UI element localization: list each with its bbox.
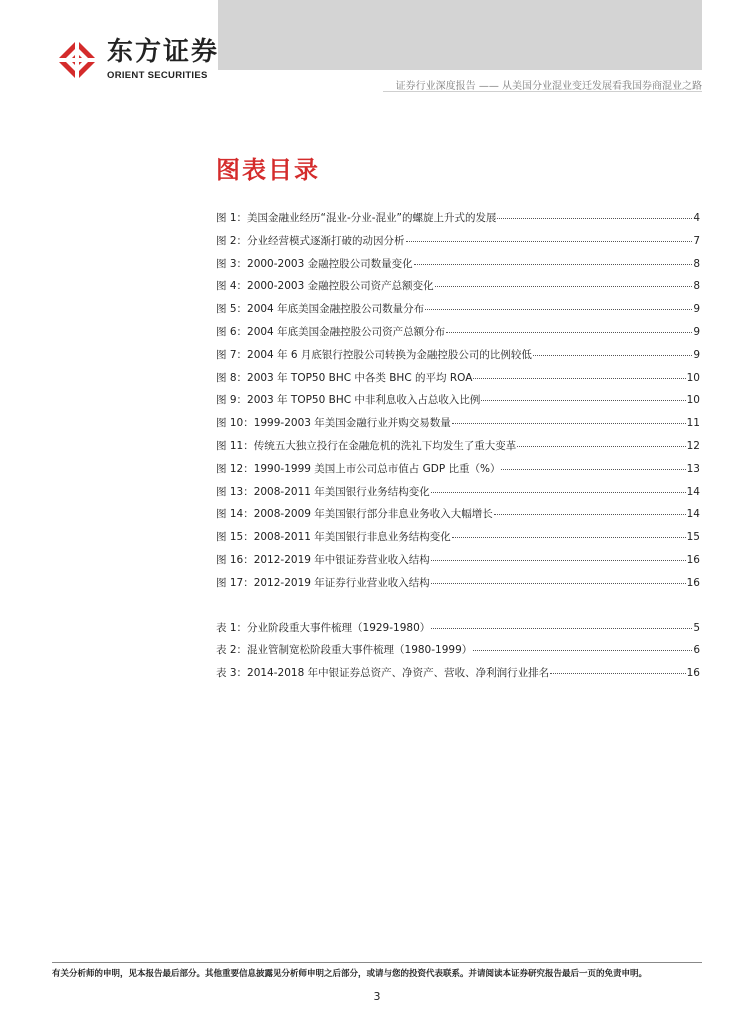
toc-entry-figure-8[interactable] <box>216 370 700 393</box>
toc-entry-label: 图 5：2004 年底美国金融控股公司数量分布 <box>216 303 425 316</box>
dot-leader <box>550 672 686 674</box>
toc-entry-figure-5[interactable] <box>216 301 700 324</box>
dot-leader <box>431 582 686 584</box>
toc-entry-label: 表 1：分业阶段重大事件梳理（1929-1980） <box>216 621 431 634</box>
dot-leader <box>494 513 686 515</box>
dot-leader <box>406 240 693 242</box>
toc-entry-figure-4[interactable] <box>216 278 700 301</box>
toc-entry-page: 4 <box>693 212 700 224</box>
toc-entry-label: 表 3：2014-2018 年中银证券总资产、净资产、营收、净利润行业排名 <box>216 667 550 680</box>
footer-divider <box>52 962 702 963</box>
dot-leader <box>431 559 686 561</box>
toc-entry-page: 14 <box>686 485 700 498</box>
toc-entry-label: 图 1：美国金融业经历“混业-分业-混业”的螺旋上升式的发展 <box>216 212 497 224</box>
toc-entry-table-1[interactable] <box>216 620 700 643</box>
toc-entry-page: 11 <box>686 417 700 430</box>
toc-entry-figure-16[interactable] <box>216 552 700 575</box>
toc-entry-table-2[interactable] <box>216 642 700 665</box>
dot-leader <box>497 217 692 219</box>
toc-entry-figure-6[interactable] <box>216 324 700 347</box>
toc-entry-label: 图 2：分业经营模式逐渐打破的动因分析 <box>216 234 405 247</box>
toc-entry-page: 9 <box>693 348 700 361</box>
toc-entry-label: 图 3：2000-2003 金融控股公司数量变化 <box>216 257 413 270</box>
toc-entry-label: 图 17：2012-2019 年证券行业营业收入结构 <box>216 576 430 589</box>
toc-entry-label: 图 15：2008-2011 年美国银行非息业务结构变化 <box>216 531 451 544</box>
toc-entry-label: 图 14：2008-2009 年美国银行部分非息业务收入大幅增长 <box>216 508 493 521</box>
toc-entry-page: 7 <box>693 234 700 247</box>
toc-entry-page: 5 <box>693 621 700 634</box>
dot-leader <box>517 445 685 447</box>
toc-entry-figure-9[interactable] <box>216 392 700 415</box>
toc-entry-label: 图 7：2004 年 6 月底银行控股公司转换为金融控股公司的比例较低 <box>216 348 532 361</box>
dot-leader <box>431 627 692 629</box>
toc-entry-label: 图 8：2003 年 TOP50 BHC 中各类 BHC 的平均 ROA <box>216 371 473 384</box>
header-divider <box>383 91 702 92</box>
dot-leader <box>414 263 693 265</box>
footer-disclaimer: 有关分析师的申明，见本报告最后部分。其他重要信息披露见分析师申明之后部分，或请与您的投资代表联系。并请阅读本证券研究报告最后一页的免责申明。 <box>52 969 648 979</box>
toc-entry-figure-3[interactable] <box>216 256 700 279</box>
toc-entry-figure-12[interactable] <box>216 461 700 484</box>
toc-entry-page: 9 <box>693 325 700 338</box>
toc-entry-page: 16 <box>686 576 700 589</box>
page-number: 3 <box>373 990 381 1003</box>
toc-entry-page: 10 <box>686 371 700 384</box>
toc-entry-page: 9 <box>693 303 700 316</box>
toc-entry-page: 10 <box>686 394 700 407</box>
header-gray-block <box>218 0 702 70</box>
toc-entry-page: 8 <box>693 257 700 270</box>
dot-leader <box>452 536 686 538</box>
toc-entry-figure-11[interactable] <box>216 438 700 461</box>
table-of-figures <box>216 210 700 688</box>
toc-entry-figure-1[interactable] <box>216 210 700 233</box>
toc-entry-page: 16 <box>686 667 700 680</box>
toc-title: 图表目录 <box>216 156 320 184</box>
toc-entry-figure-10[interactable] <box>216 415 700 438</box>
toc-entry-table-3[interactable] <box>216 665 700 688</box>
toc-entry-label: 图 4：2000-2003 金融控股公司资产总额变化 <box>216 280 434 293</box>
dot-leader <box>481 399 685 401</box>
brand-name-en: ORIENT SECURITIES <box>107 70 208 81</box>
dot-leader <box>473 377 685 379</box>
toc-entry-label: 图 12：1990-1999 美国上市公司总市值占 GDP 比重（%） <box>216 462 501 475</box>
toc-entry-page: 8 <box>693 280 700 293</box>
toc-entry-page: 13 <box>686 462 700 475</box>
report-header-title: 证券行业深度报告 —— 从美国分业混业变迁发展看我国券商混业之路 <box>395 81 702 92</box>
dot-leader <box>473 649 692 651</box>
toc-entry-figure-14[interactable] <box>216 506 700 529</box>
toc-entry-label: 图 16：2012-2019 年中银证券营业收入结构 <box>216 553 430 566</box>
toc-entry-page: 16 <box>686 553 700 566</box>
dot-leader <box>425 308 692 310</box>
dot-leader <box>435 285 693 287</box>
orient-securities-logo-icon <box>55 38 99 82</box>
toc-entry-label: 表 2：混业管制宽松阶段重大事件梳理（1980-1999） <box>216 644 473 657</box>
toc-entry-figure-17[interactable] <box>216 575 700 598</box>
toc-entry-figure-15[interactable] <box>216 529 700 552</box>
toc-entry-page: 15 <box>686 531 700 544</box>
brand-name-cn: 东方证券 <box>107 37 220 67</box>
dot-leader <box>452 422 686 424</box>
toc-entry-page: 14 <box>686 508 700 521</box>
toc-entry-figure-2[interactable] <box>216 233 700 256</box>
section-gap <box>216 598 700 620</box>
toc-entry-label: 图 10：1999-2003 年美国金融行业并购交易数量 <box>216 417 451 430</box>
toc-entry-figure-13[interactable] <box>216 484 700 507</box>
dot-leader <box>431 491 686 493</box>
toc-entry-page: 6 <box>693 644 700 657</box>
toc-entry-label: 图 13：2008-2011 年美国银行业务结构变化 <box>216 485 430 498</box>
toc-entry-label: 图 6：2004 年底美国金融控股公司资产总额分布 <box>216 325 446 338</box>
toc-entry-label: 图 11：传统五大独立投行在金融危机的洗礼下均发生了重大变革 <box>216 439 517 452</box>
dot-leader <box>501 468 685 470</box>
dot-leader <box>533 354 692 356</box>
toc-entry-label: 图 9：2003 年 TOP50 BHC 中非利息收入占总收入比例 <box>216 394 481 407</box>
toc-entry-page: 12 <box>686 439 700 452</box>
dot-leader <box>446 331 692 333</box>
toc-entry-figure-7[interactable] <box>216 347 700 370</box>
